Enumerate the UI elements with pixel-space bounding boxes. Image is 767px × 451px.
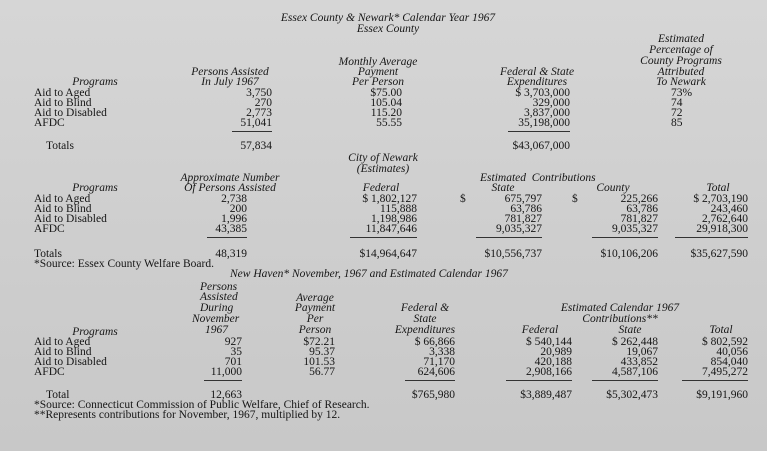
newark-persons-rule xyxy=(207,237,247,238)
newark-persons-cell: 2,738 xyxy=(221,193,247,205)
newhaven-col-payment-header: Payment xyxy=(294,302,336,314)
newhaven-totals-total: $9,191,960 xyxy=(696,389,748,401)
newhaven-col-persons-header: During xyxy=(200,302,234,314)
newark-total-cell: 29,918,300 xyxy=(696,223,748,235)
newark-total-cell: $ 2,703,190 xyxy=(693,193,748,205)
newark-row-label: Aid to Disabled xyxy=(34,213,107,225)
newhaven-payment-cell: 95.37 xyxy=(309,346,335,358)
essex-expend-cell: 35,198,000 xyxy=(518,117,570,129)
newhaven-state-cell: 4,587,106 xyxy=(612,366,658,378)
newhaven-col-payment-header: Person xyxy=(298,324,332,336)
newark-federal-cell: $ 1,802,127 xyxy=(362,193,417,205)
newark-total-header: Total xyxy=(706,182,730,194)
newark-federal-header: Federal xyxy=(362,182,400,194)
essex-programs-header: Programs xyxy=(72,76,118,88)
newhaven-totals-federal: $3,889,487 xyxy=(520,389,572,401)
essex-totals-persons: 57,834 xyxy=(240,140,272,152)
newark-federal-rule xyxy=(350,237,417,238)
newark-contrib-header: Estimated Contributions xyxy=(480,172,596,184)
essex-col-persons-header: In July 1967 xyxy=(201,76,259,88)
newark-persons-cell: 43,385 xyxy=(215,223,247,235)
section-title-essex: Essex County xyxy=(356,23,420,35)
newark-persons-cell: 200 xyxy=(229,203,247,215)
newark-totals-label: Totals xyxy=(34,248,62,260)
newhaven-row-label: Aid to Disabled xyxy=(34,356,107,368)
newark-county-cell: 63,786 xyxy=(626,203,658,215)
newhaven-total-header: Total xyxy=(709,324,733,336)
newhaven-state-cell: 433,852 xyxy=(620,356,658,368)
newark-row-label: AFDC xyxy=(34,223,65,235)
essex-pct-cell: 74 xyxy=(671,97,683,109)
newark-federal-cell: 1,198,986 xyxy=(371,213,417,225)
essex-col-pct-header: Attributed xyxy=(657,66,705,78)
essex-expend-rule xyxy=(508,131,570,132)
newark-total-cell: 2,762,640 xyxy=(702,213,748,225)
newark-county-rule xyxy=(592,237,658,238)
newark-state-cell: 675,797 xyxy=(504,193,542,205)
section-title-newark: City of Newark xyxy=(348,152,418,164)
newark-col-persons-header: Approximate Number xyxy=(180,172,280,184)
newhaven-federal-cell: 420,188 xyxy=(534,356,572,368)
newhaven-total-rule xyxy=(682,380,748,381)
essex-expend-cell: 3,837,000 xyxy=(524,107,570,119)
newhaven-programs-header: Programs xyxy=(72,326,118,338)
essex-col-pct-header: Estimated xyxy=(658,33,704,45)
essex-col-payment-header: Per Person xyxy=(351,76,405,88)
essex-row-label: AFDC xyxy=(34,117,65,129)
newhaven-totals-label: Total xyxy=(46,389,70,401)
newark-col-persons-header: Of Persons Assisted xyxy=(184,182,276,194)
newhaven-footnote: **Represents contributions for November, 1967, multiplied by 12. xyxy=(34,409,341,421)
newark-county-cell: 9,035,327 xyxy=(612,223,658,235)
newhaven-expend-cell: $ 66,866 xyxy=(414,336,455,348)
newhaven-expend-cell: 3,338 xyxy=(429,346,455,358)
newark-total-rule xyxy=(675,237,748,238)
newark-totals-total: $35,627,590 xyxy=(690,248,748,260)
newark-totals-county: $10,106,206 xyxy=(600,248,658,260)
essex-col-pct-header: County Programs xyxy=(640,55,722,67)
newark-totals-state: $10,556,737 xyxy=(484,248,542,260)
essex-row-label: Aid to Aged xyxy=(34,87,91,99)
newhaven-state-rule xyxy=(592,380,658,381)
newhaven-total-cell: 854,040 xyxy=(710,356,748,368)
essex-col-expend-header: Federal & State xyxy=(499,66,575,78)
newark-county-cell: 225,266 xyxy=(620,193,658,205)
essex-payment-cell: $75.00 xyxy=(370,87,402,99)
newhaven-federal-cell: 20,989 xyxy=(540,346,572,358)
essex-pct-cell: 73% xyxy=(671,87,693,99)
essex-pct-cell: 85 xyxy=(671,117,683,129)
newhaven-federal-rule xyxy=(506,380,572,381)
newhaven-federal-cell: 2,908,166 xyxy=(526,366,572,378)
newhaven-payment-cell: $72.21 xyxy=(303,336,335,348)
newhaven-row-label: AFDC xyxy=(34,366,65,378)
newhaven-col-expend-header: Federal & xyxy=(400,302,450,314)
newhaven-total-cell: 7,495,272 xyxy=(702,366,748,378)
newark-county-cell: 781,827 xyxy=(620,213,658,225)
newhaven-col-expend-header: State xyxy=(413,313,437,325)
essex-col-payment-header: Payment xyxy=(357,66,399,78)
essex-payment-cell: 115.20 xyxy=(370,107,402,119)
newhaven-col-persons-header: November xyxy=(192,313,240,325)
newhaven-persons-cell: 35 xyxy=(230,346,242,358)
newhaven-col-persons-header: Assisted xyxy=(200,291,238,303)
essex-col-expend-header: Expenditures xyxy=(506,76,568,88)
essex-col-pct-header: Percentage of xyxy=(649,44,713,56)
newark-federal-cell: 11,847,646 xyxy=(365,223,417,235)
newhaven-est-header: Contributions** xyxy=(582,313,658,325)
essex-col-persons-header: Persons Assisted xyxy=(191,66,269,78)
newhaven-federal-cell: $ 540,144 xyxy=(526,336,572,348)
newark-state-cell: 781,827 xyxy=(504,213,542,225)
newhaven-expend-cell: 71,170 xyxy=(423,356,455,368)
newhaven-row-label: Aid to Aged xyxy=(34,336,91,348)
newhaven-state-cell: 19,067 xyxy=(626,346,658,358)
newhaven-col-persons-header: Persons xyxy=(200,281,238,293)
newark-county-dollar: $ xyxy=(572,193,578,205)
newark-state-dollar: $ xyxy=(460,193,466,205)
essex-row-label: Aid to Blind xyxy=(34,97,92,109)
newark-totals-federal: $14,964,647 xyxy=(359,248,417,260)
newark-row-label: Aid to Aged xyxy=(34,193,91,205)
newark-state-rule xyxy=(476,237,542,238)
essex-col-pct-header: To Newark xyxy=(656,76,706,88)
newhaven-persons-cell: 701 xyxy=(224,356,242,368)
essex-persons-cell: 3,750 xyxy=(246,87,272,99)
newark-source-note: *Source: Essex County Welfare Board. xyxy=(34,258,214,270)
essex-row-label: Aid to Disabled xyxy=(34,107,107,119)
newhaven-payment-cell: 101.53 xyxy=(303,356,335,368)
newhaven-totals-expend: $765,980 xyxy=(411,389,455,401)
essex-persons-cell: 2,773 xyxy=(246,107,272,119)
newhaven-persons-cell: 11,000 xyxy=(210,366,242,378)
essex-persons-cell: 51,041 xyxy=(240,117,272,129)
section-title-newhaven: New Haven* November, 1967 and Estimated Calendar 1967 xyxy=(230,268,508,280)
newhaven-expend-rule xyxy=(405,380,455,381)
newark-programs-header: Programs xyxy=(72,182,118,194)
newhaven-state-header: State xyxy=(618,324,642,336)
essex-persons-cell: 270 xyxy=(254,97,272,109)
newhaven-totals-persons: 12,663 xyxy=(210,389,242,401)
newhaven-est-header: Estimated Calendar 1967 xyxy=(560,302,680,314)
newhaven-col-payment-header: Per xyxy=(306,313,324,325)
newhaven-persons-cell: 927 xyxy=(224,336,242,348)
newhaven-totals-state: $5,302,473 xyxy=(606,389,658,401)
newark-federal-cell: 115,888 xyxy=(380,203,417,215)
newark-state-cell: 9,035,327 xyxy=(496,223,542,235)
essex-totals-label: Totals xyxy=(46,140,74,152)
essex-payment-cell: 105.04 xyxy=(370,97,402,109)
newark-row-label: Aid to Blind xyxy=(34,203,92,215)
newark-persons-cell: 1,996 xyxy=(221,213,247,225)
newark-state-header: State xyxy=(491,182,515,194)
essex-pct-cell: 72 xyxy=(671,107,683,119)
newhaven-federal-header: Federal xyxy=(521,324,559,336)
newhaven-total-cell: 40,056 xyxy=(716,346,748,358)
essex-expend-cell: 329,000 xyxy=(532,97,570,109)
newhaven-source-note: *Source: Connecticut Commission of Public Welfare, Chief of Research. xyxy=(34,399,370,411)
essex-col-payment-header: Monthly Average xyxy=(338,56,418,68)
essex-totals-expend: $43,067,000 xyxy=(512,140,570,152)
newhaven-state-cell: $ 262,448 xyxy=(612,336,658,348)
essex-expend-cell: $ 3,703,000 xyxy=(515,87,570,99)
newhaven-expend-cell: 624,606 xyxy=(417,366,455,378)
newark-total-cell: 243,460 xyxy=(710,203,748,215)
essex-persons-rule xyxy=(232,131,272,132)
newhaven-col-payment-header: Average xyxy=(296,292,334,304)
newhaven-persons-rule xyxy=(204,380,242,381)
newark-county-header: County xyxy=(596,182,630,194)
essex-payment-cell: 55.55 xyxy=(376,117,402,129)
newhaven-col-persons-header: 1967 xyxy=(205,324,228,336)
newhaven-total-cell: $ 802,592 xyxy=(702,336,748,348)
section-subtitle-newark: (Estimates) xyxy=(356,163,410,175)
newark-totals-persons: 48,319 xyxy=(215,248,247,260)
newhaven-col-expend-header: Expenditures xyxy=(394,324,456,336)
newhaven-row-label: Aid to Blind xyxy=(34,346,92,358)
newhaven-payment-cell: 56.77 xyxy=(309,366,335,378)
newark-state-cell: 63,786 xyxy=(510,203,542,215)
page-title: Essex County & Newark* Calendar Year 1967 xyxy=(280,12,496,24)
